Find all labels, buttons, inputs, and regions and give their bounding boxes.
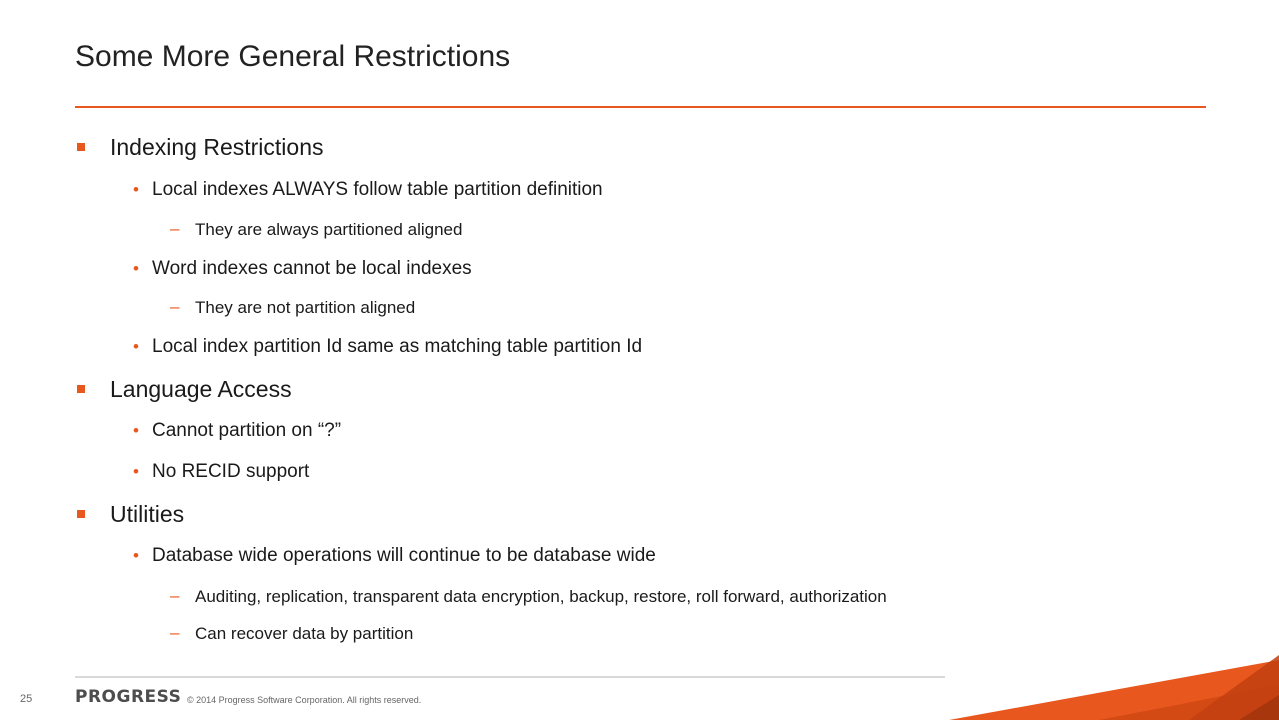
section-heading: Indexing Restrictions xyxy=(110,134,324,160)
square-bullet-icon xyxy=(77,143,85,151)
list-item: Local indexes ALWAYS follow table partition definition xyxy=(152,179,603,200)
sub-list-item: They are always partitioned aligned xyxy=(195,220,463,239)
dash-icon: – xyxy=(170,297,180,316)
progress-logo: PROGRESS xyxy=(75,687,182,707)
square-bullet-icon xyxy=(77,510,85,518)
section-heading: Utilities xyxy=(110,501,185,527)
bullet-icon: • xyxy=(133,462,139,481)
list-item: Local index partition Id same as matching table partition Id xyxy=(152,336,643,357)
bullet-icon: • xyxy=(133,421,139,440)
sub-list-item: Auditing, replication, transparent data encryption, backup, restore, roll forward, authorization xyxy=(195,587,887,606)
slide-title: Some More General Restrictions xyxy=(75,40,511,73)
bullet-icon: • xyxy=(133,337,139,356)
corner-decoration xyxy=(939,655,1279,720)
dash-icon: – xyxy=(170,623,180,642)
bullet-icon: • xyxy=(133,180,139,199)
bullet-icon: • xyxy=(133,546,139,565)
square-bullet-icon xyxy=(77,385,85,393)
copyright-notice: © 2014 Progress Software Corporation. All rights reserved. xyxy=(187,695,422,705)
list-item: Database wide operations will continue to be database wide xyxy=(152,545,656,566)
page-number: 25 xyxy=(20,693,33,705)
list-item: Word indexes cannot be local indexes xyxy=(152,258,472,279)
sub-list-item: They are not partition aligned xyxy=(195,298,416,317)
sub-list-item: Can recover data by partition xyxy=(195,624,414,643)
list-item: Cannot partition on “?” xyxy=(152,420,342,441)
dash-icon: – xyxy=(170,586,180,605)
list-item: No RECID support xyxy=(152,461,310,482)
bullet-icon: • xyxy=(133,259,139,278)
dash-icon: – xyxy=(170,219,180,238)
footer-divider xyxy=(75,676,945,678)
section-heading: Language Access xyxy=(110,376,292,402)
